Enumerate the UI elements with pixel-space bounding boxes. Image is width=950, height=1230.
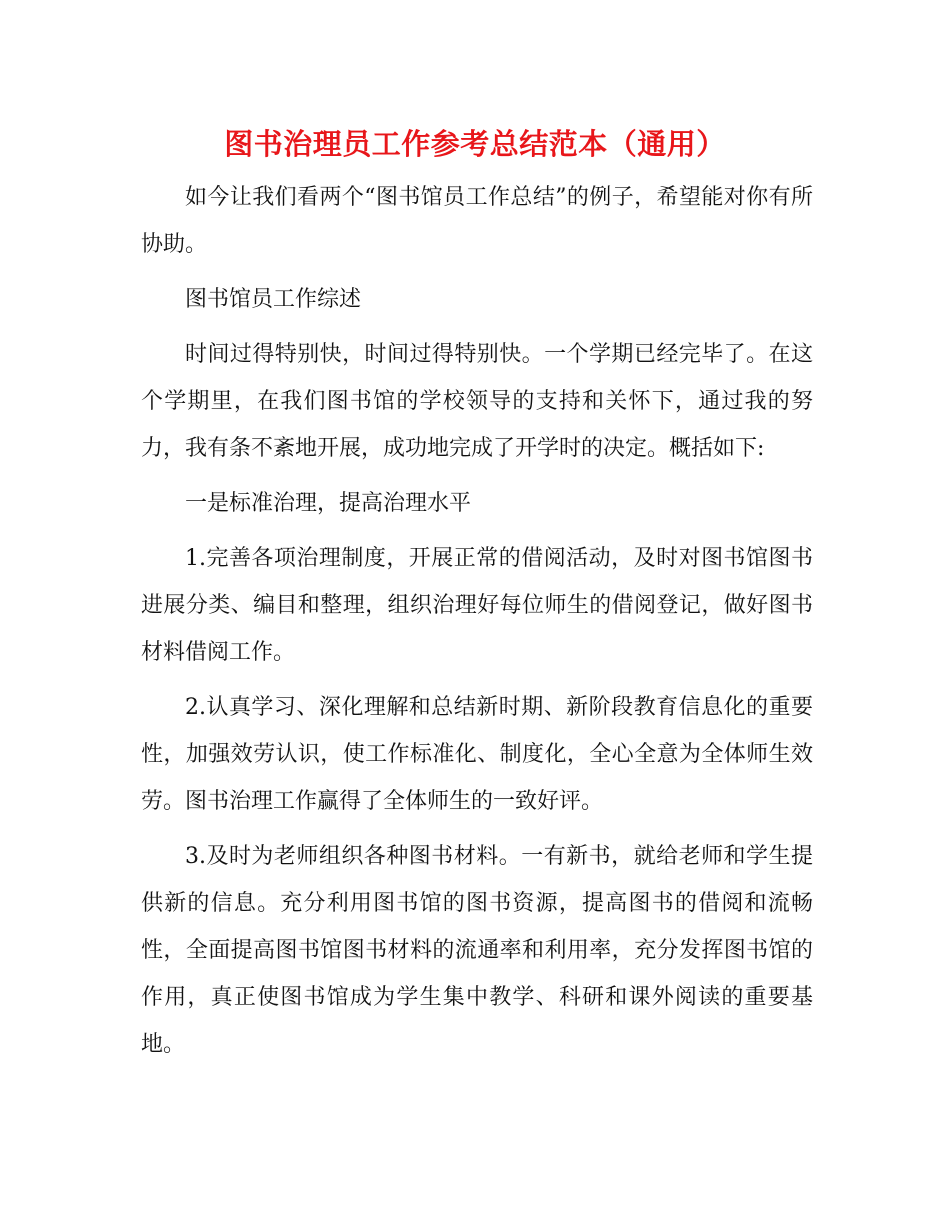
paragraph-item-3: 3.及时为老师组织各种图书材料。一有新书，就给老师和学生提供新的信息。充分利用图书馆的图书资源，提高图书的借阅和流畅性，全面提高图书馆图书材料的流通率和利用率，充分发挥图书馆的作用，真正使图书馆成为学生集中教学、科研和课外阅读的重要基地。	[141, 844, 813, 1057]
paragraph-intro: 如今让我们看两个“图书馆员工作总结”的例子，希望能对你有所协助。	[141, 185, 813, 257]
document-title: 图书治理员工作参考总结范本（通用）	[224, 127, 726, 161]
paragraph-item-2: 2.认真学习、深化理解和总结新时期、新阶段教育信息化的重要性，加强效劳认识，使工作标准化、制度化，全心全意为全体师生效劳。图书治理工作赢得了全体师生的一致好评。	[141, 695, 813, 814]
paragraph-summary: 时间过得特别快，时间过得特别快。一个学期已经完毕了。在这个学期里，在我们图书馆的学校领导的支持和关怀下，通过我的努力，我有条不紊地开展，成功地完成了开学时的决定。概括如下:	[141, 342, 813, 461]
paragraph-section-heading: 一是标准治理，提高治理水平	[185, 491, 472, 516]
paragraph-item-1: 1.完善各项治理制度，开展正常的借阅活动，及时对图书馆图书进展分类、编目和整理，组织治理好每位师生的借阅登记，做好图书材料借阅工作。	[141, 546, 813, 665]
paragraph-heading: 图书馆员工作综述	[185, 287, 362, 312]
document-body	[141, 174, 813, 1076]
